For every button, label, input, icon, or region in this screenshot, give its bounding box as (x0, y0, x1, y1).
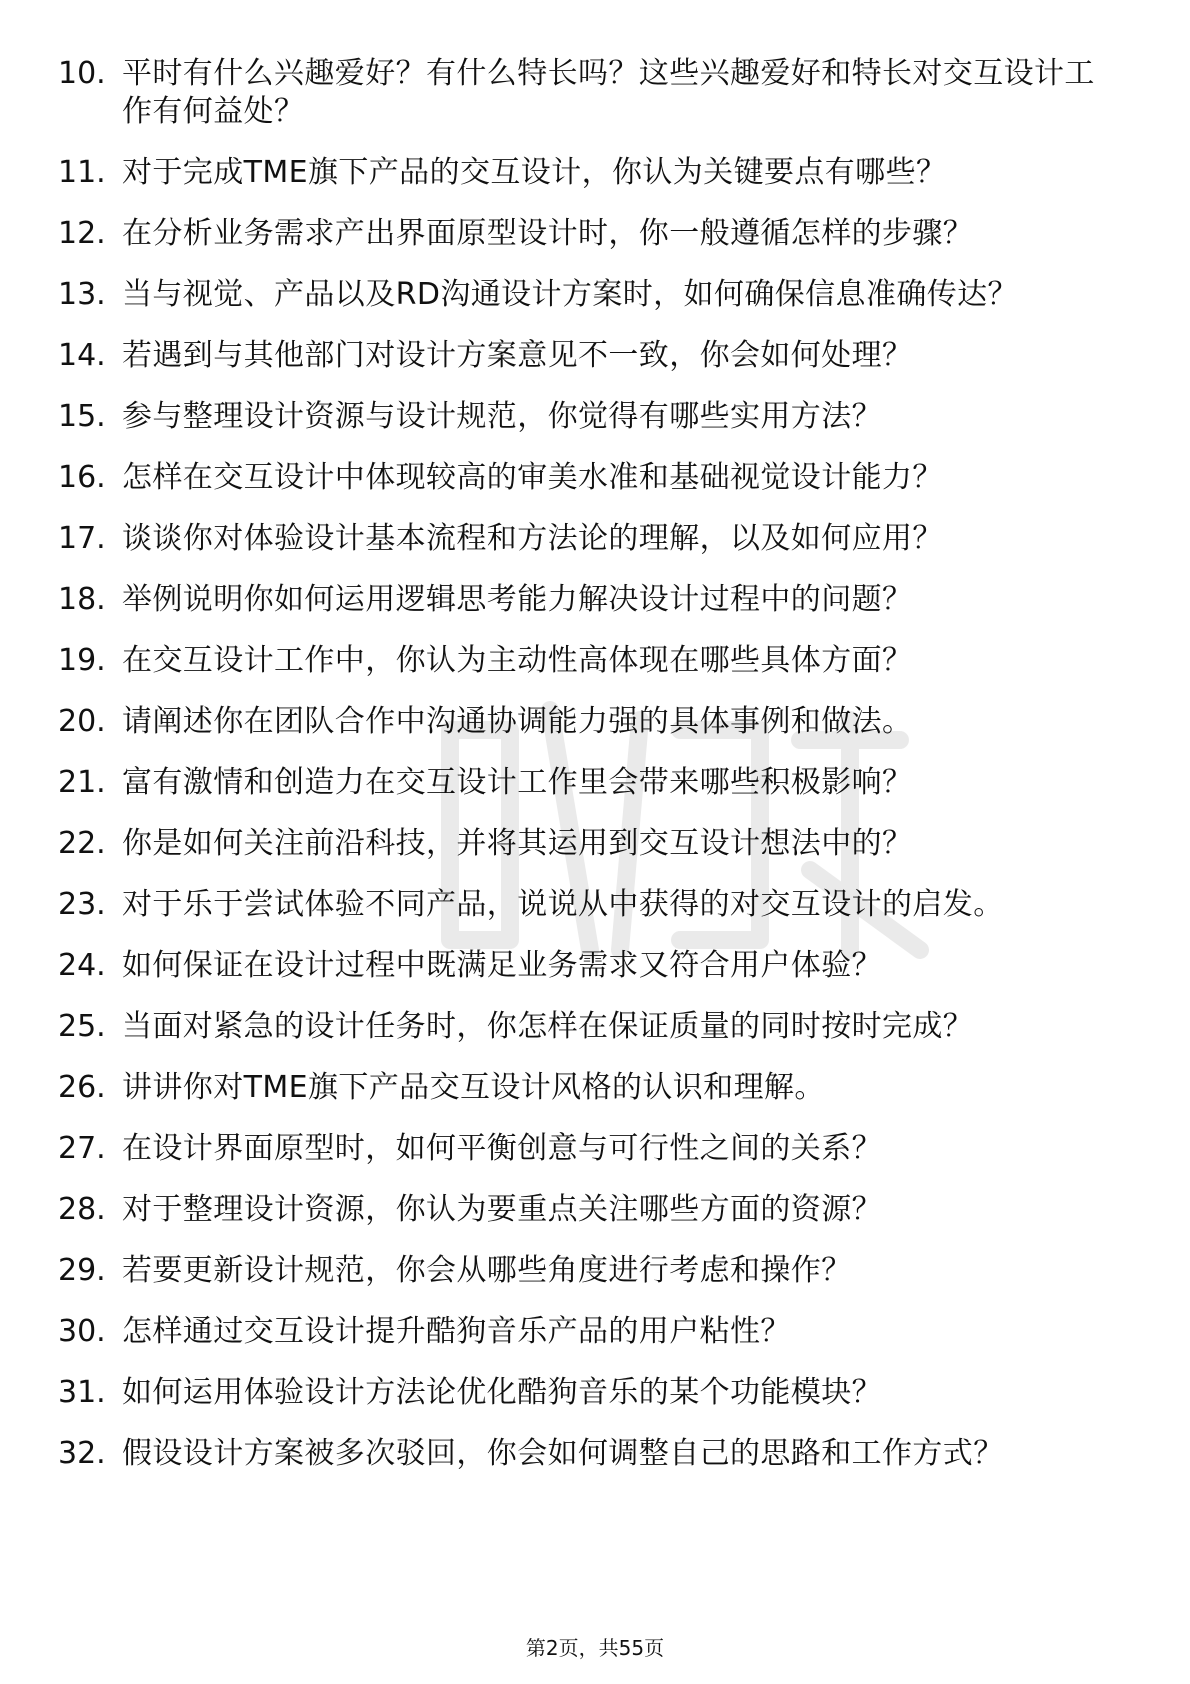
question-number: 27. (58, 1131, 106, 1166)
question-item (58, 1191, 1118, 1229)
question-text: 平时有什么兴趣爱好？有什么特长吗？这些兴趣爱好和特长对交互设计工作有何益处？ (122, 56, 1095, 129)
question-number: 21. (58, 765, 106, 800)
question-number: 18. (58, 582, 106, 617)
question-text: 在交互设计工作中，你认为主动性高体现在哪些具体方面？ (122, 643, 913, 678)
question-item (58, 703, 1118, 741)
question-text: 若要更新设计规范，你会从哪些角度进行考虑和操作？ (122, 1253, 852, 1288)
question-item (58, 947, 1118, 985)
question-number: 31. (58, 1375, 106, 1410)
question-item (58, 398, 1118, 436)
question-text: 你是如何关注前沿科技，并将其运用到交互设计想法中的？ (122, 826, 913, 861)
question-number: 24. (58, 948, 106, 983)
question-text: 对于乐于尝试体验不同产品，说说从中获得的对交互设计的启发。 (122, 887, 1004, 922)
question-number: 22. (58, 826, 106, 861)
question-number: 25. (58, 1009, 106, 1044)
question-number: 30. (58, 1314, 106, 1349)
question-item (58, 55, 1118, 131)
question-text: 在分析业务需求产出界面原型设计时，你一般遵循怎样的步骤？ (122, 216, 974, 251)
question-list (58, 55, 1118, 1496)
question-number: 28. (58, 1192, 106, 1227)
page-number-label: 第2页，共55页 (525, 1636, 665, 1660)
question-text: 讲讲你对TME旗下产品交互设计风格的认识和理解。 (122, 1070, 825, 1105)
question-text: 怎样在交互设计中体现较高的审美水准和基础视觉设计能力？ (122, 460, 943, 495)
question-text: 当面对紧急的设计任务时，你怎样在保证质量的同时按时完成？ (122, 1009, 974, 1044)
question-item (58, 459, 1118, 497)
question-number: 29. (58, 1253, 106, 1288)
question-text: 参与整理设计资源与设计规范，你觉得有哪些实用方法？ (122, 399, 882, 434)
question-item (58, 1130, 1118, 1168)
question-number: 11. (58, 155, 106, 190)
question-number: 15. (58, 399, 106, 434)
question-number: 10. (58, 56, 106, 91)
question-text: 举例说明你如何运用逻辑思考能力解决设计过程中的问题？ (122, 582, 913, 617)
question-item (58, 276, 1118, 314)
question-text: 假设设计方案被多次驳回，你会如何调整自己的思路和工作方式？ (122, 1436, 1004, 1471)
question-text: 富有激情和创造力在交互设计工作里会带来哪些积极影响？ (122, 765, 913, 800)
question-number: 19. (58, 643, 106, 678)
question-item (58, 642, 1118, 680)
question-item (58, 581, 1118, 619)
question-text: 当与视觉、产品以及RD沟通设计方案时，如何确保信息准确传达？ (122, 277, 1018, 312)
question-number: 20. (58, 704, 106, 739)
question-number: 16. (58, 460, 106, 495)
question-text: 对于完成TME旗下产品的交互设计，你认为关键要点有哪些？ (122, 155, 947, 190)
question-item (58, 764, 1118, 802)
question-item (58, 154, 1118, 192)
question-item (58, 520, 1118, 558)
question-item (58, 1374, 1118, 1412)
question-number: 32. (58, 1436, 106, 1471)
question-item (58, 1008, 1118, 1046)
question-item (58, 1313, 1118, 1351)
question-number: 23. (58, 887, 106, 922)
question-number: 12. (58, 216, 106, 251)
question-number: 17. (58, 521, 106, 556)
question-text: 如何保证在设计过程中既满足业务需求又符合用户体验？ (122, 948, 882, 983)
question-item (58, 1069, 1118, 1107)
page-footer (0, 1634, 1190, 1662)
question-number: 14. (58, 338, 106, 373)
question-item (58, 825, 1118, 863)
question-text: 谈谈你对体验设计基本流程和方法论的理解，以及如何应用？ (122, 521, 943, 556)
question-item (58, 337, 1118, 375)
question-item (58, 1435, 1118, 1473)
question-text: 请阐述你在团队合作中沟通协调能力强的具体事例和做法。 (122, 704, 913, 739)
question-text: 在设计界面原型时，如何平衡创意与可行性之间的关系？ (122, 1131, 882, 1166)
question-text: 若遇到与其他部门对设计方案意见不一致，你会如何处理？ (122, 338, 913, 373)
question-item (58, 215, 1118, 253)
question-text: 如何运用体验设计方法论优化酷狗音乐的某个功能模块？ (122, 1375, 882, 1410)
question-item (58, 886, 1118, 924)
question-number: 13. (58, 277, 106, 312)
question-number: 26. (58, 1070, 106, 1105)
question-item (58, 1252, 1118, 1290)
question-text: 对于整理设计资源，你认为要重点关注哪些方面的资源？ (122, 1192, 882, 1227)
question-text: 怎样通过交互设计提升酷狗音乐产品的用户粘性？ (122, 1314, 791, 1349)
